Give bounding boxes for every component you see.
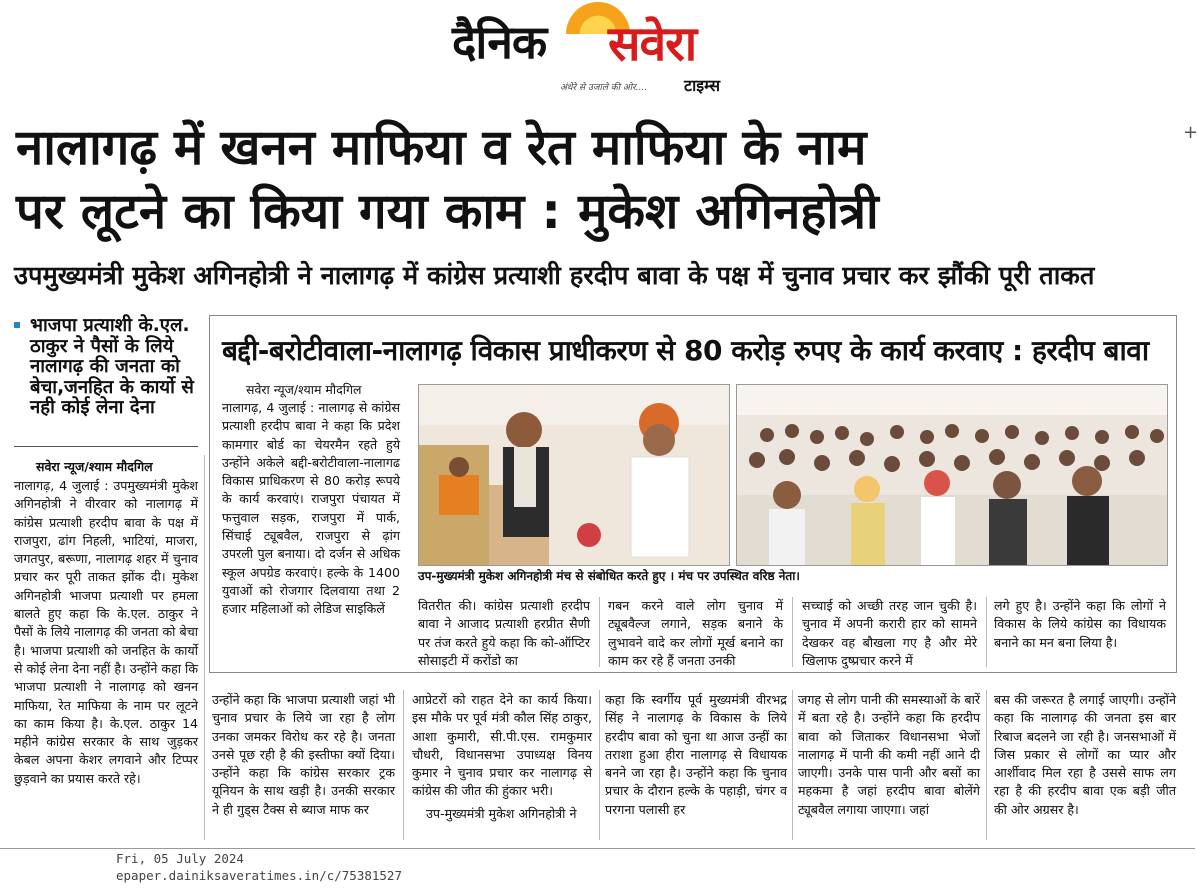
footer-url-link[interactable]: epaper.dainiksaveratimes.in/c/75381527 [116, 868, 402, 883]
column-divider [599, 690, 600, 840]
column-divider [204, 455, 205, 840]
photo-crowd-and-leaders [736, 384, 1168, 566]
footer-divider [0, 848, 1195, 849]
box-story-col2: वितरीत की। कांग्रेस प्रत्याशी हरदीप बावा ने आजाद प्रत्याशी हरप्रीत सैणी पर तंज करते हुये कहा कि को-ऑप्टिर सोसाइटी में करोंडो का [418, 598, 590, 668]
column-divider [599, 597, 600, 667]
column-divider [403, 690, 404, 840]
photo-speaker-on-stage [418, 384, 730, 566]
bottom-col2: आप्रेटरों को राहत देने का कार्य किया। इस मौके पर पूर्व मंत्री कौल सिंह ठाकुर, आशा कुमारी, सी.पी.एस. रामकुमार चौधरी, विधानसभा उपाध्यक्ष विनय कुमार ने चुनाव प्रचार कर नालागढ़ से कांग्रेस की जीत की हुंकार भरी। [412, 692, 592, 799]
bottom-col3: कहा कि स्वर्गीय पूर्व मुख्यमंत्री वीरभद्र सिंह ने नालागढ़ के विकास के लिये हरदीप बावा को चुना था आज उन्हीं का तराशा हुआ हीरा नालागढ़ से विधायक बनने जा रहा है। उन्होंने कहा कि चुनाव प्रचार के दौरान हल्के के पहाड़ी, चंगर व परगना पलासी हर [605, 692, 787, 817]
bottom-col4: जगह से लोग पानी की समस्याओं के बारें में बता रहे है। उन्होंने कहा कि हरदीप बावा को जिताकर विधानसभा भेजों नालागढ़ में पानी की कमी नहीं आने दी जाएगी। उनके पास पानी और बसों का महकमा है जहां हरदीप बावा बोलेंगे ट्यूबवैल लगाया जाएगा। जहां [798, 692, 980, 817]
bottom-col5: बस की जरूरत है लगाई जाएगी। उन्होंने कहा कि नालागढ़ की जनता इस बार रिबाज बदलने जा रही है। जनसभाओं में जिस प्रकार से लोगों का प्यार और आर्शीवाद मिल रहा है उससे साफ लग रहा है की हरदीप बावा एक बड़ी जीत की ओर अग्रसर है। [994, 692, 1176, 817]
masthead-times: टाइम्स [684, 76, 721, 95]
left-bullet-highlight: भाजपा प्रत्याशी के.एल. ठाकुर ने पैसों के लिये नालागढ़ की जनता को बेचा,जनहित के कार्यो से नही कोई लेना देना [30, 315, 194, 418]
divider [14, 446, 198, 447]
photo-speaker-graphic [419, 385, 729, 565]
box-byline: सवेरा न्यूज/श्याम मौदगिल [246, 382, 362, 397]
column-divider [986, 690, 987, 840]
photo-caption: उप-मुख्यमंत्री मुकेश अगिनहोत्री मंच से संबोधित करते हुए । मंच पर उपस्थित वरिष्ठ नेता। [418, 569, 800, 583]
masthead-name-left: दैनिक [452, 15, 547, 69]
column-divider [792, 690, 793, 840]
bottom-col2-tail: उप-मुख्यमंत्री मुकेश अगिनहोत्री ने [426, 805, 577, 821]
photo-crowd-graphic [737, 385, 1167, 565]
boxed-story-headline: बद्दी-बरोटीवाला-नालागढ़ विकास प्राधीकरण से 80 करोड़ रुपए के कार्य करवाए : हरदीप बावा [222, 334, 1149, 367]
bottom-col1: उन्होंने कहा कि भाजपा प्रत्याशी जहां भी चुनाव प्रचार के लिये जा रहा है लोग उनका जमकर विरोध कर रहे है। जनता उनसे पूछ रही है की इस्तीफा क्यों दिया। उन्होंने कहा कि कांग्रेस सरकार ट्रक यूनियन के साथ खड़ी है। उनकी सरकार ने ही गुड्स टैक्स से ब्याज माफ कर [212, 692, 395, 817]
box-story-col5: लगे हुए है। उन्होंने कहा कि लोगों ने विकास के लिये कांग्रेस का विधायक बनाने का मन बना लिया है। [994, 598, 1166, 650]
box-story-col1: नालागढ़, 4 जुलाई : नालागढ़ से कांग्रेस प्रत्याशी हरदीप बावा ने कहा कि प्रदेश कामगार बोर्ड का चेयरमैन रहते हुये उन्होंने अकेले बद्दी-बरोटीवाला-नालागढ विकास प्राधिकरण से 80 करोड़ रूपये के कार्य करवाएं। राजपुरा पंचायत में फत्तुवाल सड़क, राजपुरा में पार्क, सिंचाई ट्यूबवैल, राजपुरा से ढ़ांग उपरली पुल बनाया। दो दर्जन से अधिक स्कूल अपग्रेड करवाएं। हल्के के 1400 युवाओं को रोजगार दिलवाया तथा 2 हजार महिलाओं को लेडिज साइकिलें [222, 400, 400, 617]
left-story-body: नालागढ़, 4 जुलाई : उपमुख्यमंत्री मुकेश अगिनहोत्री ने वीरवार को नालागढ़ में कांग्रेस प्रत्याशी हरदीप बावा के पक्ष में राजपुरा, ढांग निहली, भाटियां, माजरा, जगतपुर, बरूणा, नालागढ़ शहर में चुनाव प्रचार कर पूरी ताकत झोंक दी। मुकेश अगिनहोत्री भाजपा प्रत्याशी पर हमला बालते हुए कहा कि के.एल. ठाकुर ने पैसों के लिये नालागढ़ की जनता को बेचा है। भाजपा प्रत्याशी को जनहित के कार्यो से कोई लेना देना नहीं है। उन्होंने कहा कि भाजपा प्रत्याशी ने नालागढ़ को खनन माफिया, रेत माफिया के नाम पर लूटने का काम किया है। के.एल. ठाकुर 14 महीने कांग्रेस सरकार के साथ जुड़कर केबल अपना केशर लगवाने और टिप्पर छुड़वाने का प्रयास करते रहे। [14, 478, 198, 786]
footer-date: Fri, 05 July 2024 [116, 851, 244, 866]
bullet-icon [14, 322, 20, 328]
plus-icon: + [1183, 122, 1198, 143]
box-story-col3: गबन करने वाले लोग चुनाव में ट्यूबवैल्ज लगाने, सड़क बनाने के लुभावने वादे कर लोगों मूर्ख बनाने का काम कर रहे हैं जनता उनकी [608, 598, 783, 668]
subheadline: उपमुख्यमंत्री मुकेश अगिनहोत्री ने नालागढ़ में कांग्रेस प्रत्याशी हरदीप बावा के पक्ष में चुनाव प्रचार कर झौंकी पूरी ताकत [14, 261, 1095, 291]
box-story-col4: सच्चाई को अच्छी तरह जान चुकी है। चुनाव में अपनी करारी हार को सामने देखकर वह बौखला गए है और मेरे खिलाफ दुष्प्रचार करने में [802, 598, 977, 668]
bottom-col2-wrap [412, 691, 592, 839]
column-divider [986, 597, 987, 667]
masthead-name-right: सवेरा [608, 16, 697, 72]
masthead-tagline: अंधेरे से उजाले की ओर.... [560, 83, 648, 93]
main-headline-line1: नालागढ़ में खनन माफिया व रेत माफिया के नाम [16, 119, 867, 176]
main-headline-line2: पर लूटने का किया गया काम : मुकेश अगिनहोत्री [16, 183, 879, 240]
column-divider [792, 597, 793, 667]
main-headline [16, 116, 1186, 244]
left-byline: सवेरा न्यूज/श्याम मौदगिल [36, 459, 153, 474]
